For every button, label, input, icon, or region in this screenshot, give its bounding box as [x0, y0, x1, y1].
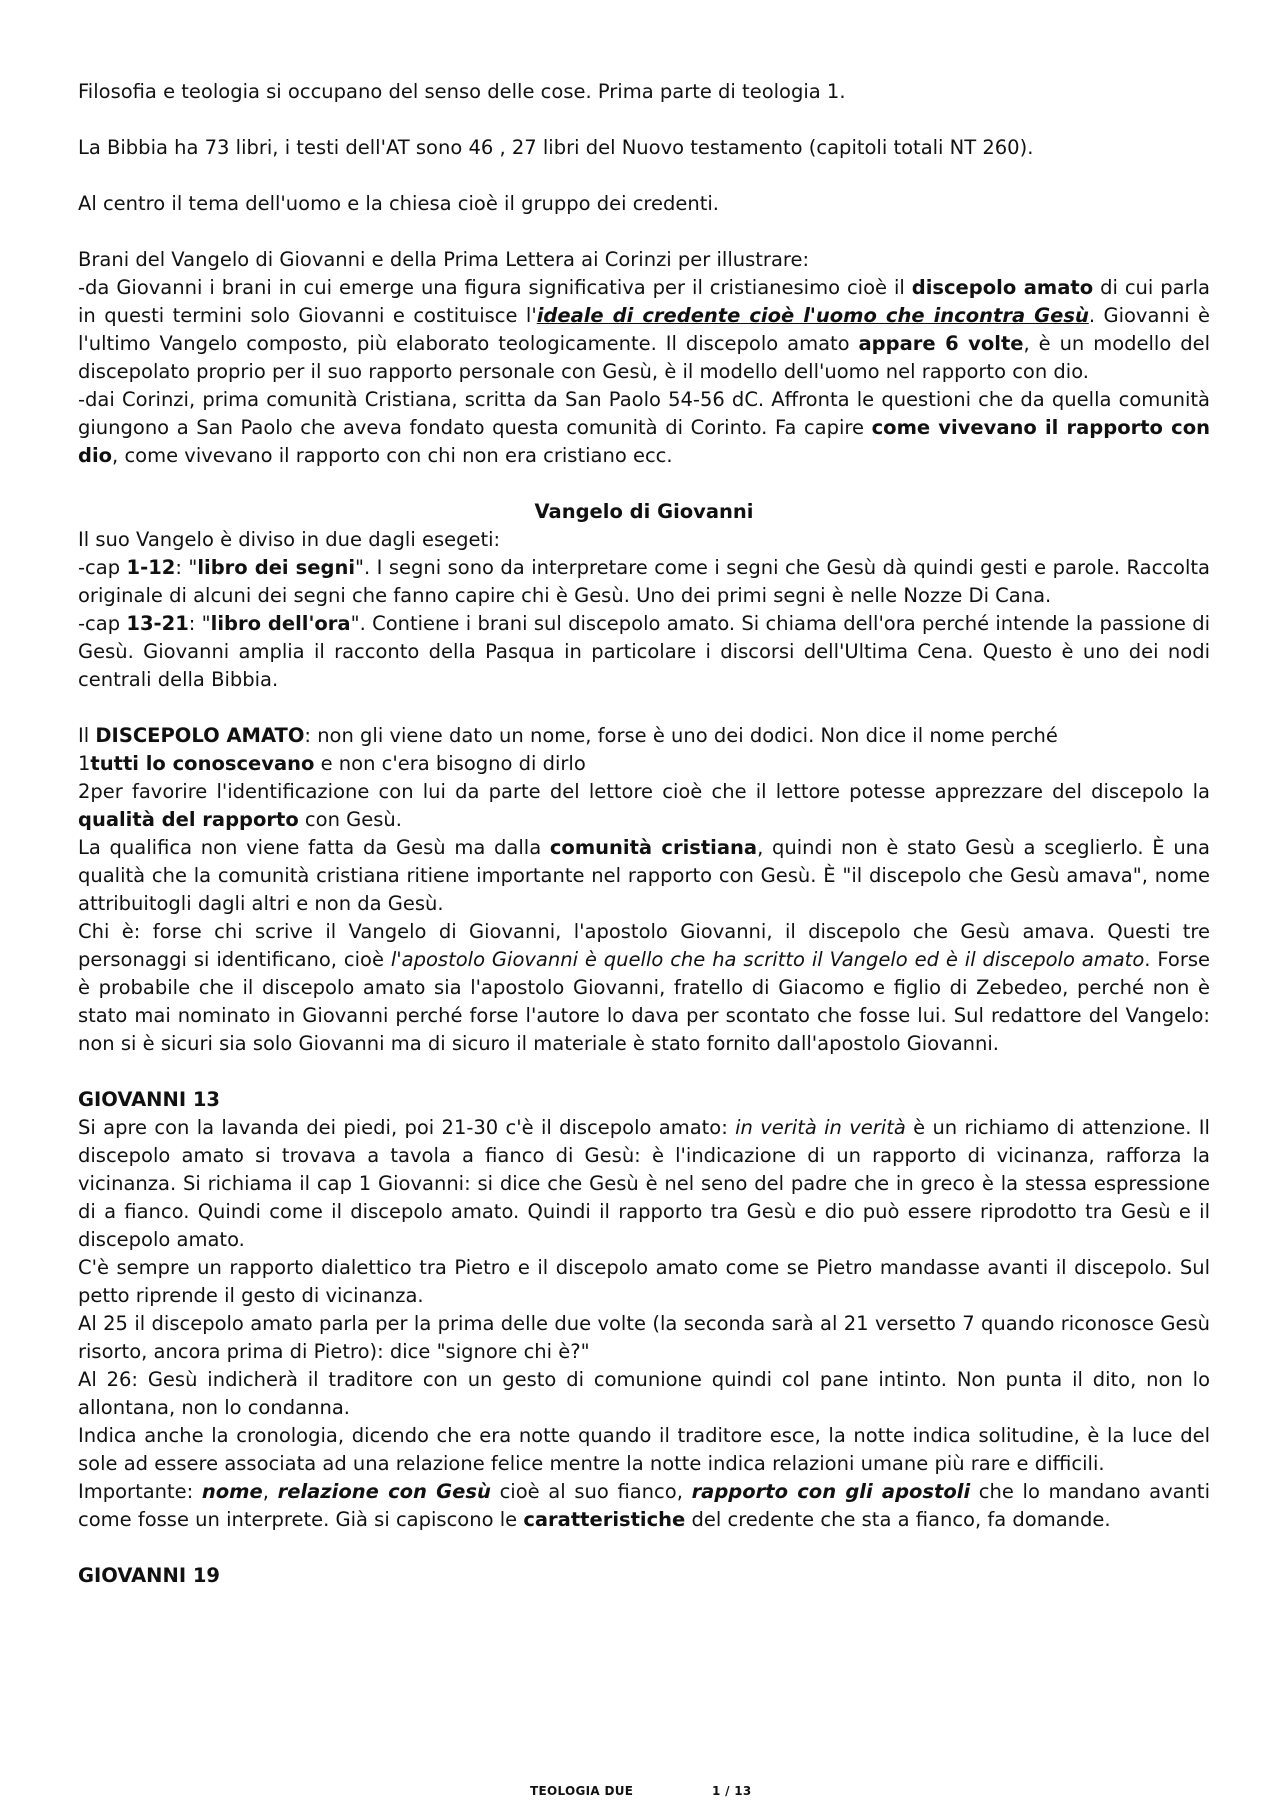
libro-dei-segni-paragraph: -cap 1-12: "libro dei segni". I segni sono da interpretare come i segni che Gesù dà quindi gesti e parole. Raccolta originale di alcuni dei segni che fanno capire chi è Gesù. Uno dei primi segni è nelle Nozze Di Cana. [78, 556, 1210, 607]
giovanni-13-paragraph-4: Al 26: Gesù indicherà il traditore con un gesto di comunione quindi col pane intinto. Non punta il dito, non lo allontana, non lo condanna. [78, 1368, 1210, 1419]
giovanni-13-paragraph-1: Si apre con la lavanda dei piedi, poi 21-30 c'è il discepolo amato: in verità in verità è un richiamo di attenzione. Il discepolo amato si trovava a tavola a fianco di Gesù: è l'indicazione di un rapporto di vicinanza, rafforza la vicinanza. Si richiama il cap 1 Giovanni: si dice che Gesù è nel seno del padre che in greco è la stessa espressione di a fianco. Quindi come il discepolo amato. Quindi il rapporto tra Gesù e dio può essere riprodotto tra Gesù e il discepolo amato. [78, 1116, 1210, 1251]
intro-paragraph-1: Filosofia e teologia si occupano del senso delle cose. Prima parte di teologia 1. [78, 80, 846, 103]
footer-title: TEOLOGIA DUE [530, 1784, 634, 1798]
brani-giovanni-paragraph: -da Giovanni i brani in cui emerge una figura significativa per il cristianesimo cioè il discepolo amato di cui parla in questi termini solo Giovanni e costituisce l'ideale di credente cioè l'uomo che incontra Gesù. Giovanni è l'ultimo Vangelo composto, più elaborato teologicamente. Il discepolo amato appare 6 volte, è un modello del discepolato proprio per il suo rapporto personale con Gesù, è il modello dell'uomo nel rapporto con dio. [78, 276, 1210, 383]
giovanni-13-paragraph-6: Importante: nome, relazione con Gesù cioè al suo fianco, rapporto con gli apostoli che lo mandano avanti come fosse un interprete. Già si capiscono le caratteristiche del credente che sta a fianco, fa domande. [78, 1480, 1210, 1531]
giovanni-13-paragraph-3: Al 25 il discepolo amato parla per la prima delle due volte (la seconda sarà al 21 versetto 7 quando riconosce Gesù risorto, ancora prima di Pietro): dice "signore chi è?" [78, 1312, 1210, 1363]
discepolo-paragraph-1: Il DISCEPOLO AMATO: non gli viene dato un nome, forse è uno dei dodici. Non dice il nome perché [78, 724, 1058, 747]
intro-paragraph-3: Al centro il tema dell'uomo e la chiesa cioè il gruppo dei credenti. [78, 192, 719, 215]
document-body [78, 78, 1210, 1590]
discepolo-paragraph-3: 2per favorire l'identificazione con lui da parte del lettore cioè che il lettore potesse apprezzare del discepolo la qualità del rapporto con Gesù. [78, 780, 1210, 831]
discepolo-paragraph-4: La qualifica non viene fatta da Gesù ma dalla comunità cristiana, quindi non è stato Gesù a sceglierlo. È una qualità che la comunità cristiana ritiene importante nel rapporto con Gesù. È "il discepolo che Gesù amava", nome attribuitogli dagli altri e non da Gesù. [78, 836, 1210, 915]
discepolo-paragraph-5: Chi è: forse chi scrive il Vangelo di Giovanni, l'apostolo Giovanni, il discepolo che Gesù amava. Questi tre personaggi si identificano, cioè l'apostolo Giovanni è quello che ha scritto il Vangelo ed è il discepolo amato. Forse è probabile che il discepolo amato sia l'apostolo Giovanni, fratello di Giacomo e figlio di Zebedeo, perché non è stato mai nominato in Giovanni perché forse l'autore lo dava per scontato che fosse lui. Sul redattore del Vangelo: non si è sicuri sia solo Giovanni ma di sicuro il materiale è stato fornito dall'apostolo Giovanni. [78, 920, 1210, 1055]
vangelo-heading: Vangelo di Giovanni [534, 500, 754, 523]
discepolo-paragraph-2: 1tutti lo conoscevano e non c'era bisogno di dirlo [78, 752, 586, 775]
libro-dell-ora-paragraph: -cap 13-21: "libro dell'ora". Contiene i brani sul discepolo amato. Si chiama dell'ora perché intende la passione di Gesù. Giovanni amplia il racconto della Pasqua in particolare i discorsi dell'Ultima Cena. Questo è uno dei nodi centrali della Bibbia. [78, 612, 1210, 691]
giovanni-13-paragraph-2: C'è sempre un rapporto dialettico tra Pietro e il discepolo amato come se Pietro mandasse avanti il discepolo. Sul petto riprende il gesto di vicinanza. [78, 1256, 1210, 1307]
brani-corinzi-paragraph: -dai Corinzi, prima comunità Cristiana, scritta da San Paolo 54-56 dC. Affronta le questioni che da quella comunità giungono a San Paolo che aveva fondato questa comunità di Corinto. Fa capire come vivevano il rapporto con dio, come vivevano il rapporto con chi non era cristiano ecc. [78, 388, 1210, 467]
giovanni-13-heading: GIOVANNI 13 [78, 1088, 220, 1111]
vangelo-lead: Il suo Vangelo è diviso in due dagli esegeti: [78, 528, 501, 551]
giovanni-13-paragraph-5: Indica anche la cronologia, dicendo che era notte quando il traditore esce, la notte indica solitudine, è la luce del sole ad essere associata ad una relazione felice mentre la notte indica relazioni umane più rare e difficili. [78, 1424, 1210, 1475]
giovanni-19-heading: GIOVANNI 19 [78, 1564, 220, 1587]
brani-lead: Brani del Vangelo di Giovanni e della Prima Lettera ai Corinzi per illustrare: [78, 248, 810, 271]
page-number: 1 / 13 [712, 1784, 752, 1798]
intro-paragraph-2: La Bibbia ha 73 libri, i testi dell'AT sono 46 , 27 libri del Nuovo testamento (capitoli totali NT 260). [78, 136, 1034, 159]
